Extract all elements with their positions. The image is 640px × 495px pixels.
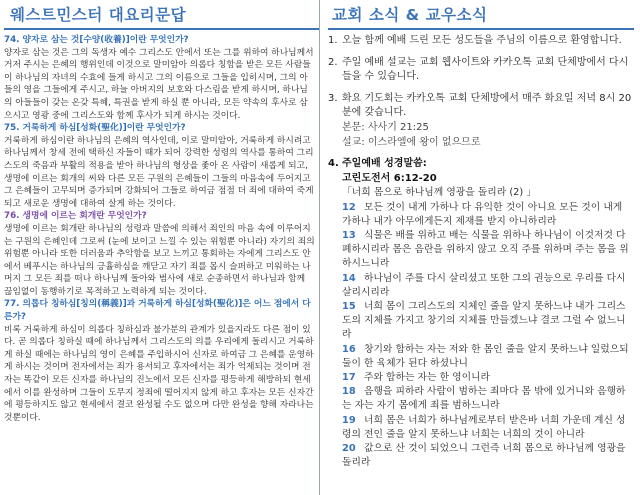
announcement-number: 2.	[328, 56, 338, 68]
verse-text: 모든 것이 내게 가하나 다 유익한 것이 아니요 모든 것이 내게 가하나 내가 아무에게든지 제재를 받지 아니하리라	[342, 201, 623, 227]
news-title: 교회 소식 & 교우소식	[332, 6, 488, 24]
verse-text: 식물은 배를 위하고 배는 식물을 위하나 하나님이 이것저것 다 폐하시리라 몸은 음란을 위하지 않고 오직 주를 위하며 주는 몸을 위하시느니라	[342, 229, 629, 270]
scripture-passage	[328, 186, 634, 470]
answer-75: 거룩하게 하심이란 하나님의 은혜의 역사인데, 이로 말미암아, 거룩하게 하시려고 하나님께서 창세 전에 택하신 자들이 때가 되어 강력한 성령의 역사를 통하여 그리스도의 죽음과 부활의 적용을 받아 하나님의 형상을 좇아 온 사람이 새롭게 되고, 생명에 이르는 회개의 씨와 다른 모든 구원의 은혜들이 그들의 마음속에 두어지고 그 은혜들이 고무되며 증가되며 강화되어 그들로 하여금 점점 더 죄에 대하여 죽게 되고 새로운 생명에 대하여 살게 하는 것이다.	[4, 135, 314, 209]
announcement-text: 주일 예배 설교는 교회 웹사이트와 카카오톡 교회 단체방에서 다시 들을 수 있습니다.	[342, 56, 629, 83]
announcement-number: 4.	[328, 158, 339, 170]
question-74-heading: 74. 양자로 삼는 것[수양(收養)]이란 무엇인가?	[4, 35, 189, 45]
verse-number: 18	[342, 386, 356, 398]
prayer-passage: 본문: 사사기 21:25	[342, 121, 429, 133]
verse-17	[328, 371, 634, 385]
question-76-heading: 76. 생명에 이르는 회개란 무엇인가?	[4, 211, 147, 222]
catechism-body	[4, 34, 319, 424]
verse-text: 음행을 피하라 사람이 범하는 죄마다 몸 밖에 있거니와 음행하는 자는 자기 몸에게 죄를 범하느니라	[342, 386, 626, 412]
verse-number: 12	[342, 201, 356, 213]
answer-76: 생명에 이르는 회개란 하나님의 성령과 말씀에 의해서 죄인의 마음 속에 이루어지는 구원의 은혜인데 그로써 (눈에 보이고 느낄 수 있는 위험뿐 아니라) 자기의 죄의 위험뿐 아니라 또한 더러움과 추악함을 보고 느끼고 통회하는 자에게 그리스도 안에서 베푸시는 하나님의 긍휼하심을 깨닫고 자기 죄를 몹시 슬퍼하고 미워하는 나머지 그 모든 죄를 떠나 하나님께 돌아와 범사에 새로 순종하면서 하나님과 함께 끊임없이 동행하기로 목적하고 노력하게 되는 것이다.	[4, 223, 315, 297]
answer-74: 양자로 삼는 것은 그의 독생자 예수 그리스도 안에서 또는 그를 위하여 하나님께서 거저 주시는 은혜의 행위인데 이것으로 말미암아 의롭다 칭함을 받은 모든 사람들이 하나님의 자녀의 수효에 들게 하시고 그의 이름으로 그들을 입히시며, 그의 아들의 영을 그들에게 주시고, 하늘 아버지의 보호와 다스림을 받게 하시며, 하나님의 아들들이 갖는 온갖 특혜, 특권을 받게 하실 뿐 아니라, 모든 약속의 후사로 삼으시고 영광 중에 그리스도와 함께 후사가 되게 하시는 것이다.	[4, 47, 314, 121]
verse-18	[328, 385, 634, 413]
announcement-number: 3.	[328, 92, 338, 104]
verse-12	[328, 201, 634, 229]
catechism-title: 웨스트민스터 대요리문답	[10, 6, 187, 24]
announcement-item	[328, 92, 634, 150]
scripture-label: 주일예배 성경말씀:	[342, 158, 427, 170]
news-column	[320, 0, 640, 495]
verse-16	[328, 343, 634, 371]
announcement-number: 1.	[328, 35, 338, 46]
verse-text: 주와 합하는 자는 한 영이니라	[364, 371, 491, 383]
announcement-list	[328, 34, 634, 470]
announcement-item	[328, 34, 634, 49]
scripture-reference: 고린도전서 6:12-20	[342, 172, 437, 184]
announcement-text	[342, 157, 634, 186]
verse-text: 너희 몸은 너희가 하나님께로부터 받은바 너희 가운데 계신 성령의 전인 줄을 알지 못하느냐 너희는 너희의 것이 아니라	[342, 414, 626, 440]
verse-text: 값으로 산 것이 되었으니 그런즉 너희 몸으로 하나님께 영광을 돌리라	[342, 443, 626, 469]
verse-number: 19	[342, 414, 356, 426]
question-75-heading: 75. 거룩하게 하심[성화(聖化)]이란 무엇인가?	[4, 123, 186, 134]
announcement-text	[342, 92, 634, 150]
verse-15	[328, 300, 634, 343]
answer-77: 비록 거룩하게 하심이 의롭다 칭하심과 불가분의 관계가 있을지라도 다른 점이 있다. 곧 의롭다 칭하실 때에 하나님께서 그리스도의 의를 우리에게 돌리시고 거룩하게 하실 때에는 하나님의 영이 은혜를 주입하시어 신자로 하여금 그 은혜를 운영하게 하시는 것이며 전자에서는 죄가 용서되고 후자에서는 죄가 억제되는 것이며 전자는 똑같이 모든 신자를 하나님의 진노에서 모든 신자를 평등하게 해방하되 현세에서 이를 완성하며 그들이 도무지 정죄에 떨어지지 않게 하고 후자는 모든 신자간에 평등하지도 않고 현세에서 결코 완성될 수도 없으며 다만 완성을 향해 자라나는 것뿐이다.	[4, 324, 314, 423]
news-title-bar	[328, 0, 634, 30]
verse-number: 20	[342, 443, 356, 454]
prayer-meeting-text: 화요 기도회는 카카오톡 교회 단체방에서 매주 화요일 저녁 8시 20분에 갖습니다.	[342, 92, 632, 119]
verse-20	[328, 442, 634, 470]
verse-text: 하나님이 주를 다시 살리셨고 또한 그의 권능으로 우리를 다시 살리시리라	[342, 272, 626, 298]
verse-number: 14	[342, 272, 356, 284]
verse-19	[328, 414, 634, 442]
verse-text: 창기와 합하는 자는 저와 한 몸인 줄을 알지 못하느냐 일렀으되 둘이 한 육체가 된다 하셨나니	[342, 343, 629, 369]
verse-number: 17	[342, 371, 356, 383]
announcement-text: 오늘 함께 예배 드린 모든 성도들을 주님의 이름으로 환영합니다.	[342, 35, 622, 46]
verse-13	[328, 229, 634, 272]
announcement-item	[328, 56, 634, 85]
verse-number: 16	[342, 343, 356, 355]
announcement-item	[328, 157, 634, 186]
verse-14	[328, 272, 634, 300]
sermon-theme: 「너희 몸으로 하나님께 영광을 돌리라 (2) 」	[342, 187, 537, 199]
verse-number: 15	[342, 300, 356, 312]
catechism-title-bar	[4, 0, 319, 30]
question-77-heading: 77. 의롭다 칭하심[칭의(稱義)]과 거룩하게 하심[성화(聖化)]은 어느 점에서 다른가?	[4, 299, 311, 323]
verse-text: 너희 몸이 그리스도의 지체인 줄을 알지 못하느냐 내가 그리스도의 지체를 가지고 창기의 지체를 만들겠느냐 결코 그럴 수 없느니라	[342, 300, 626, 341]
prayer-sermon: 설교: 이스라엘에 왕이 없으므로	[342, 136, 481, 148]
verse-number: 13	[342, 229, 356, 241]
